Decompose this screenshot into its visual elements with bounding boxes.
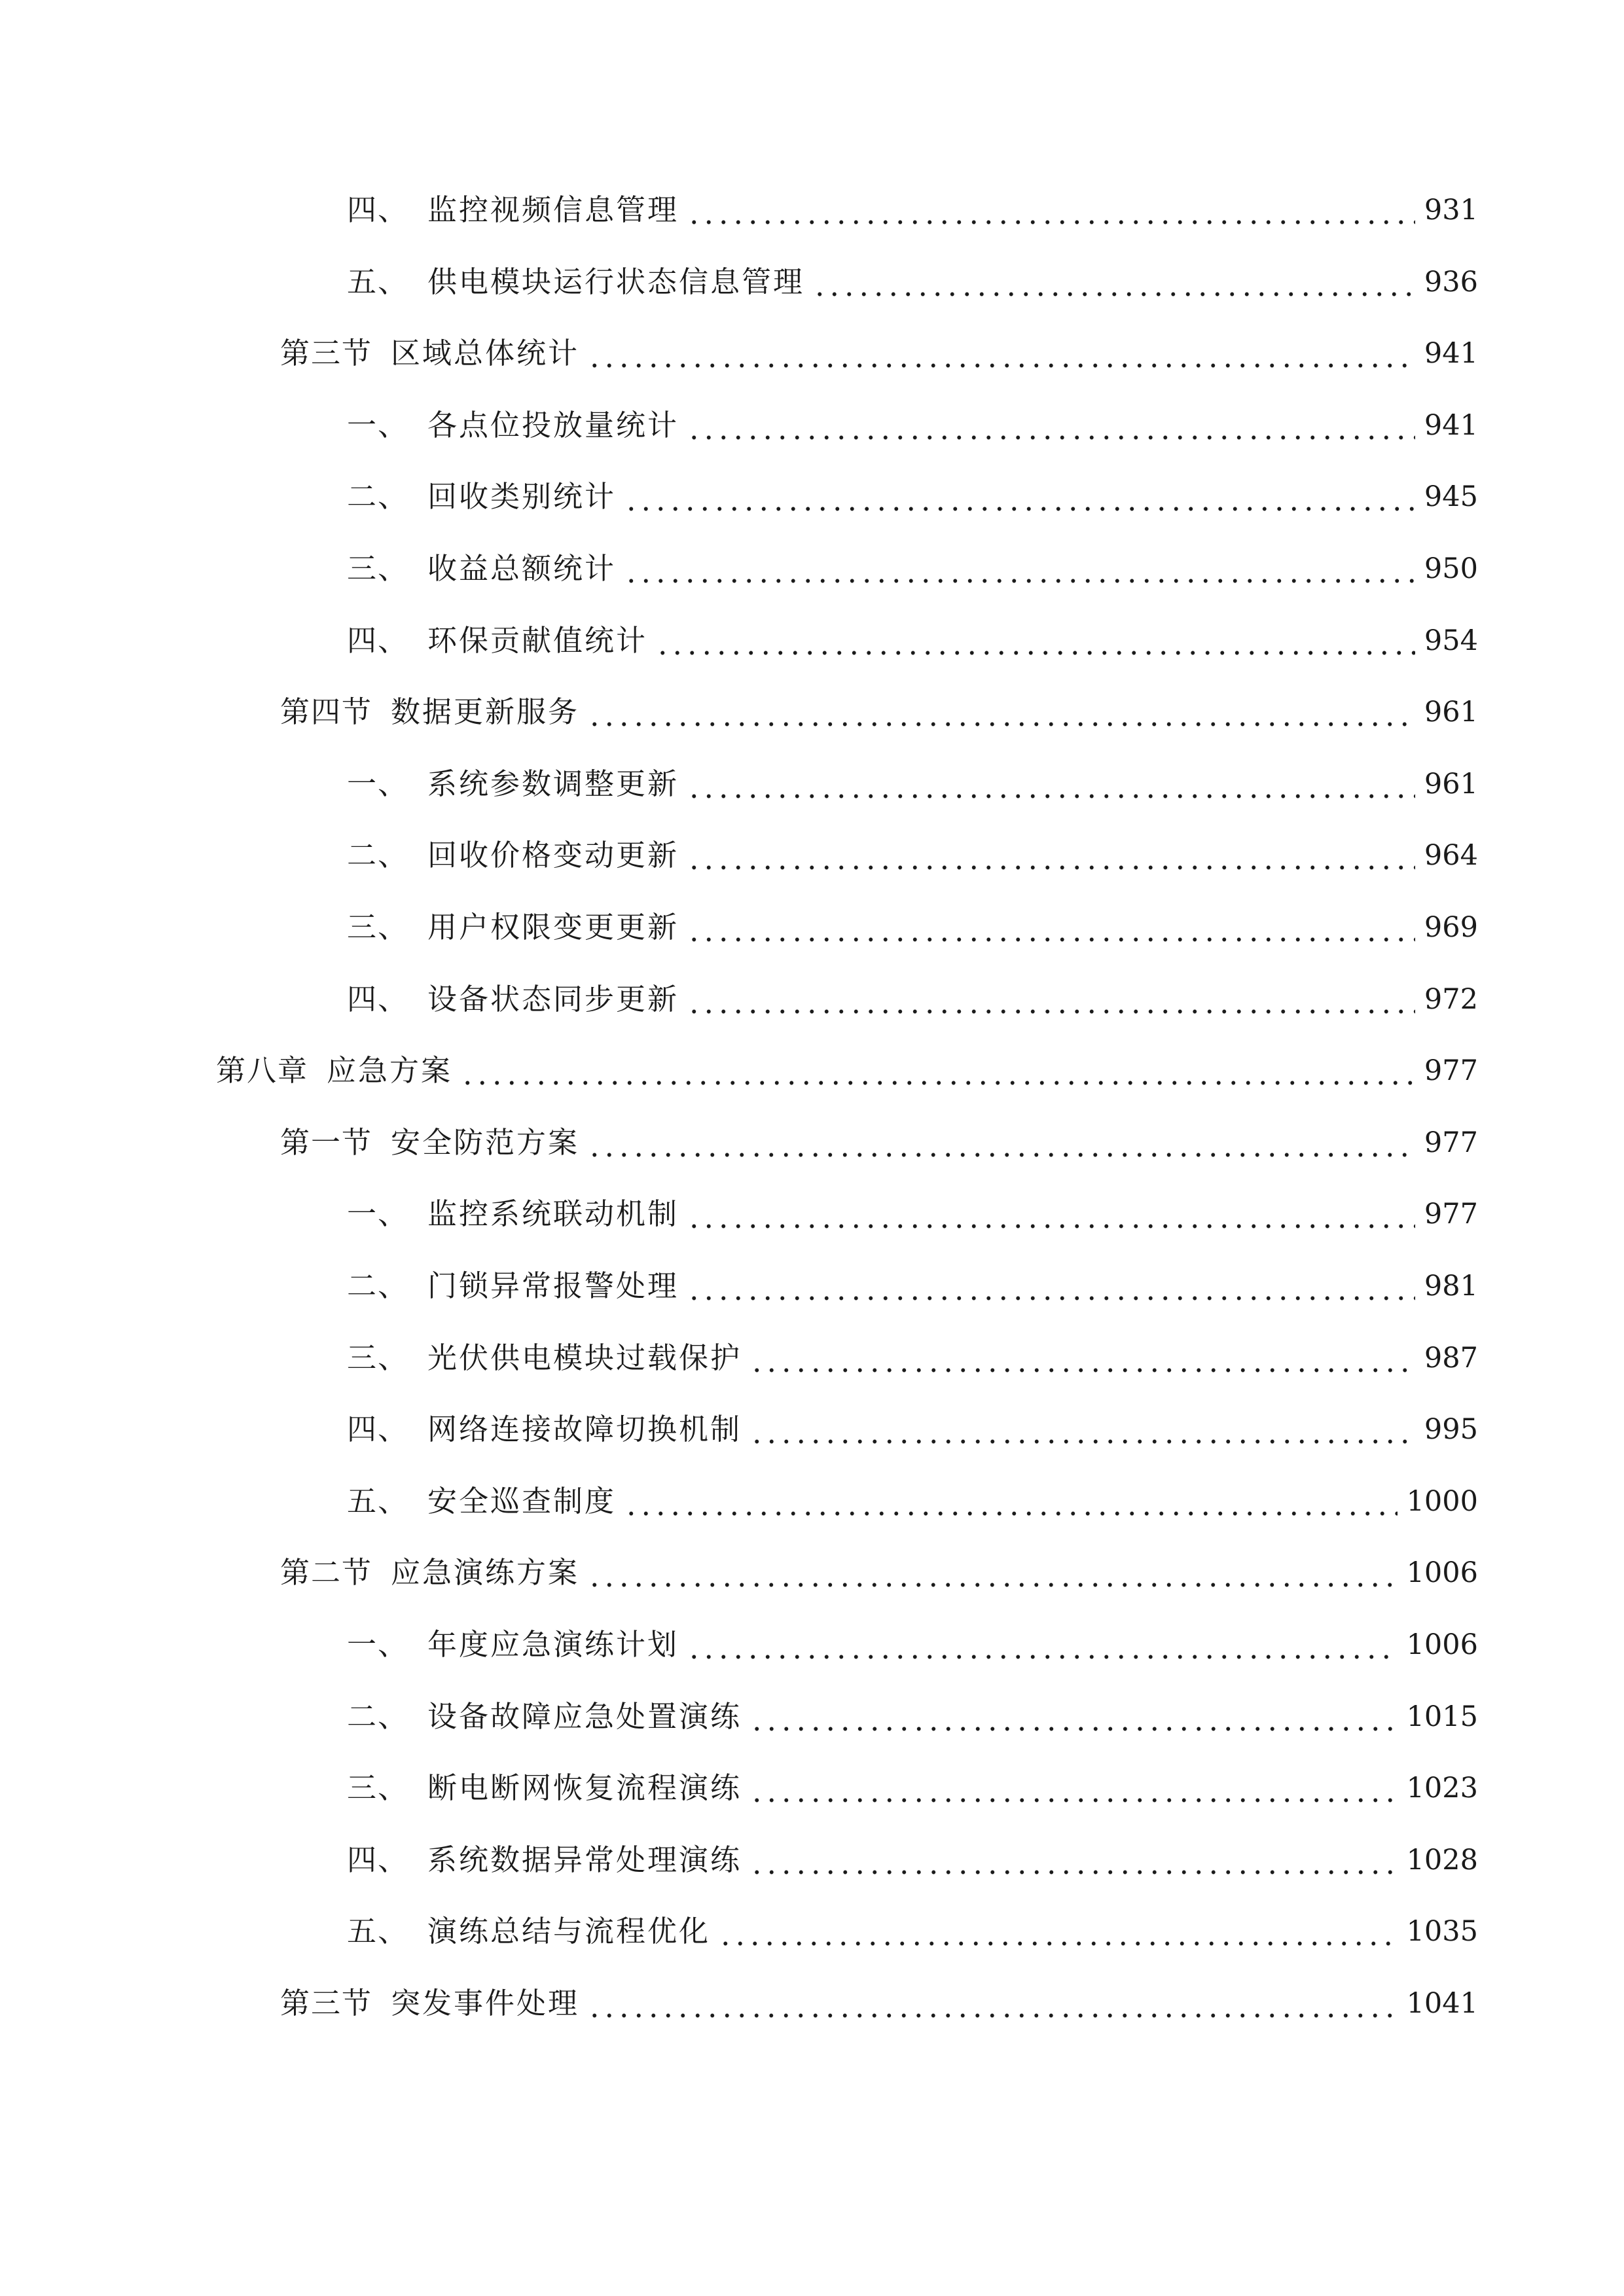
toc-entry[interactable] (347, 1765, 1478, 1811)
toc-entry-title: 环保贡献值统计 (427, 622, 648, 658)
toc-entry[interactable] (280, 1550, 1478, 1596)
toc-entry-number: 三、 (347, 1340, 409, 1375)
toc-entry[interactable] (347, 1479, 1478, 1524)
toc-entry-number: 五、 (347, 1914, 409, 1949)
toc-entry-title: 监控视频信息管理 (427, 192, 679, 227)
toc-entry-page: 936 (1424, 265, 1478, 298)
toc-entry-page: 1006 (1406, 1556, 1478, 1590)
toc-entry[interactable] (347, 1837, 1478, 1883)
toc-entry-number: 二、 (347, 1698, 409, 1734)
toc-entry-page: 931 (1424, 194, 1478, 226)
toc-entry-page: 941 (1424, 408, 1478, 442)
toc-entry-title: 演练总结与流程优化 (427, 1914, 711, 1949)
dot-leader (624, 1479, 1398, 1524)
toc-entry-page: 1028 (1406, 1843, 1478, 1876)
toc-entry[interactable] (347, 474, 1478, 520)
toc-entry-page: 945 (1424, 480, 1478, 514)
toc-entry-title: 供电模块运行状态信息管理 (427, 264, 805, 299)
dot-leader (749, 1694, 1398, 1740)
dot-leader (687, 403, 1415, 448)
toc-entry[interactable] (347, 761, 1478, 807)
toc-entry-page: 981 (1424, 1270, 1478, 1302)
toc-entry-title: 断电断网恢复流程演练 (427, 1770, 742, 1806)
dot-leader (687, 1263, 1415, 1309)
toc-entry-number: 四、 (347, 1412, 409, 1447)
toc-entry-page: 961 (1424, 767, 1478, 800)
toc-entry-page: 941 (1424, 337, 1478, 370)
toc-entry-title: 系统数据异常处理演练 (427, 1842, 742, 1877)
toc-entry-page: 961 (1424, 696, 1478, 729)
toc-entry-page: 1035 (1406, 1915, 1478, 1948)
toc-entry-title: 光伏供电模块过载保护 (427, 1340, 742, 1375)
toc-entry-page: 1023 (1406, 1772, 1478, 1805)
toc-entry-number: 第三节 (280, 1986, 373, 2020)
toc-entry-title: 收益总额统计 (427, 551, 617, 586)
dot-leader (812, 259, 1415, 305)
dot-leader (687, 1622, 1398, 1668)
toc-entry[interactable] (347, 833, 1478, 878)
toc-entry-title: 用户权限变更更新 (427, 910, 679, 944)
dot-leader (587, 331, 1415, 376)
toc-entry-title: 监控系统联动机制 (427, 1196, 679, 1232)
toc-entry-number: 三、 (347, 910, 409, 944)
toc-entry-title: 年度应急演练计划 (427, 1627, 679, 1662)
dot-leader (587, 1981, 1398, 2026)
toc-entry-number: 四、 (347, 622, 409, 658)
toc-entry-title: 安全巡查制度 (427, 1483, 617, 1518)
toc-entry[interactable] (216, 1048, 1478, 1094)
toc-entry-number: 三、 (347, 1770, 409, 1806)
toc-entry-page: 987 (1424, 1341, 1478, 1374)
dot-leader (655, 618, 1415, 664)
toc-entry-title: 突发事件处理 (391, 1986, 580, 2020)
toc-entry-page: 1015 (1406, 1700, 1478, 1733)
toc-entry[interactable] (347, 403, 1478, 448)
toc-entry-number: 四、 (347, 192, 409, 227)
toc-entry[interactable] (347, 1191, 1478, 1237)
toc-entry-title: 数据更新服务 (391, 694, 580, 730)
dot-leader (687, 905, 1415, 950)
toc-entry-page: 977 (1424, 1126, 1478, 1159)
toc-entry-title: 门锁异常报警处理 (427, 1268, 679, 1303)
toc-entry-number: 五、 (347, 264, 409, 299)
dot-leader (718, 1909, 1398, 1954)
dot-leader (587, 689, 1415, 735)
toc-entry-number: 四、 (347, 981, 409, 1016)
toc-entry[interactable] (347, 1694, 1478, 1740)
toc-entry-number: 第三节 (280, 336, 373, 371)
dot-leader (749, 1407, 1415, 1452)
toc-entry-title: 回收类别统计 (427, 479, 617, 514)
dot-leader (687, 833, 1415, 878)
toc-entry-page: 969 (1424, 911, 1478, 944)
toc-entry-number: 二、 (347, 838, 409, 873)
toc-entry[interactable] (347, 546, 1478, 592)
toc-entry-page: 964 (1424, 839, 1478, 872)
toc-entry-number: 第四节 (280, 694, 373, 730)
toc-entry[interactable] (347, 1407, 1478, 1452)
toc-entry-title: 设备状态同步更新 (427, 981, 679, 1016)
toc-entry-number: 第二节 (280, 1555, 373, 1590)
toc-entry[interactable] (280, 1981, 1478, 2026)
toc-entry-page: 954 (1424, 624, 1478, 657)
toc-entry[interactable] (347, 977, 1478, 1022)
dot-leader (587, 1550, 1398, 1596)
toc-entry-number: 一、 (347, 766, 409, 801)
toc-entry-title: 回收价格变动更新 (427, 838, 679, 873)
toc-entry-number: 四、 (347, 1842, 409, 1877)
dot-leader (687, 187, 1415, 233)
dot-leader (749, 1765, 1398, 1811)
dot-leader (587, 1120, 1415, 1166)
toc-entry-title: 网络连接故障切换机制 (427, 1412, 742, 1447)
toc-entry[interactable] (280, 331, 1478, 376)
toc-entry-title: 应急演练方案 (391, 1555, 580, 1590)
dot-leader (687, 977, 1415, 1022)
toc-entry[interactable] (347, 1263, 1478, 1309)
toc-entry-page: 972 (1424, 982, 1478, 1016)
toc-entry[interactable] (280, 1120, 1478, 1166)
toc-entry-page: 977 (1424, 1054, 1478, 1088)
toc-entry[interactable] (347, 1335, 1478, 1381)
toc-entry-number: 二、 (347, 479, 409, 514)
toc-entry-title: 各点位投放量统计 (427, 407, 679, 442)
toc-entry-page: 950 (1424, 552, 1478, 585)
toc-entry-number: 一、 (347, 1196, 409, 1232)
toc-entry[interactable] (347, 905, 1478, 950)
dot-leader (687, 761, 1415, 807)
toc-entry-number: 二、 (347, 1268, 409, 1303)
toc-entry[interactable] (280, 689, 1478, 735)
dot-leader (624, 546, 1415, 592)
toc-entry-title: 区域总体统计 (391, 336, 580, 371)
toc-entry[interactable] (347, 1622, 1478, 1668)
toc-entry-number: 第一节 (280, 1124, 373, 1160)
toc-entry-title: 设备故障应急处置演练 (427, 1698, 742, 1734)
toc-entry-number: 三、 (347, 551, 409, 586)
toc-entry[interactable] (347, 618, 1478, 664)
toc-entry-title: 应急方案 (327, 1053, 453, 1088)
dot-leader (749, 1335, 1415, 1381)
toc-entry-page: 1000 (1406, 1484, 1478, 1518)
toc-entry-number: 一、 (347, 1627, 409, 1662)
dot-leader (624, 474, 1415, 520)
dot-leader (749, 1837, 1398, 1883)
toc-entry[interactable] (347, 1909, 1478, 1954)
toc-entry-number: 一、 (347, 407, 409, 442)
toc-entry-title: 系统参数调整更新 (427, 766, 679, 801)
toc-entry-title: 安全防范方案 (391, 1124, 580, 1160)
toc-entry-page: 977 (1424, 1198, 1478, 1231)
toc-entry[interactable] (347, 259, 1478, 305)
dot-leader (687, 1191, 1415, 1237)
toc-entry[interactable] (347, 187, 1478, 233)
toc-entry-number: 第八章 (216, 1053, 309, 1088)
dot-leader (460, 1048, 1415, 1094)
toc-entry-page: 995 (1424, 1413, 1478, 1446)
toc-entry-number: 五、 (347, 1483, 409, 1518)
toc-entry-page: 1006 (1406, 1628, 1478, 1661)
toc-entry-page: 1041 (1406, 1987, 1478, 2020)
